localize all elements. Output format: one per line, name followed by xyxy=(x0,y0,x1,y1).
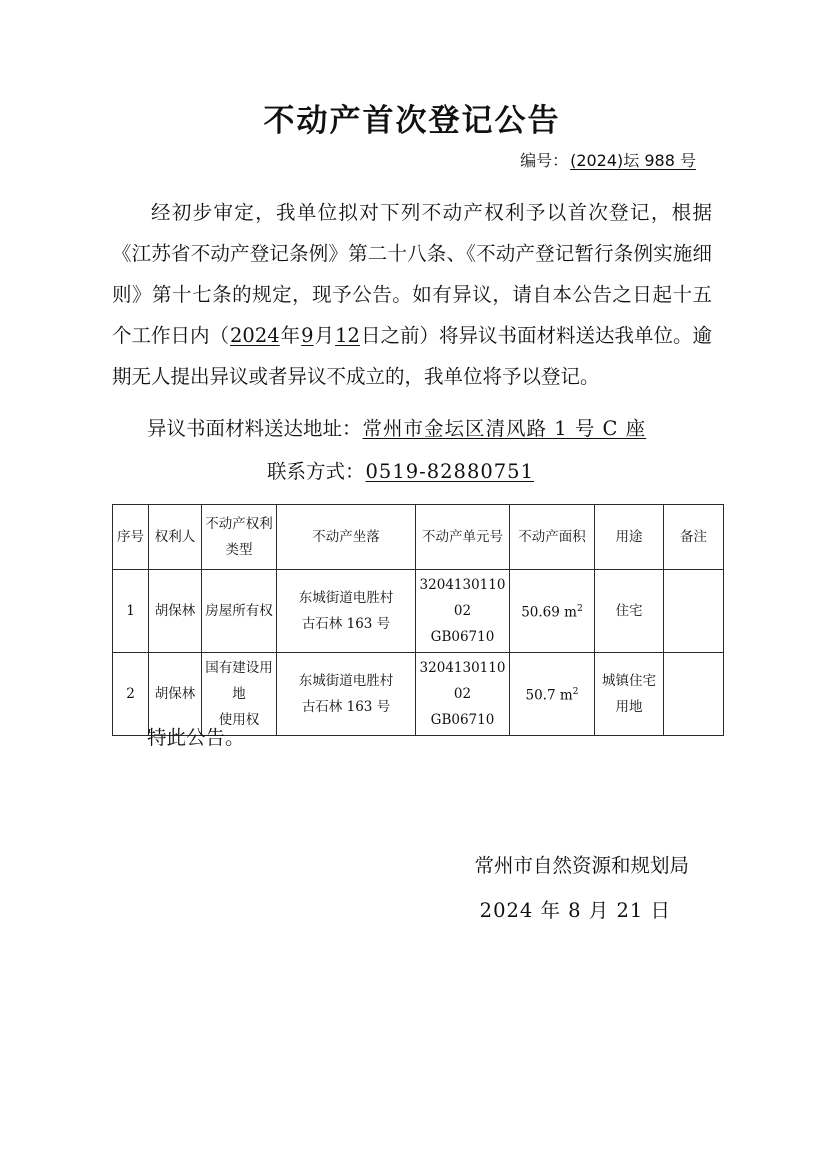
header-right-type-line2: 类型 xyxy=(225,542,253,558)
registration-table xyxy=(112,504,724,736)
contact-label: 联系方式： xyxy=(267,460,365,483)
header-unit-number: 不动产单元号 xyxy=(416,505,510,570)
cell-unit-line2: GB06710 xyxy=(430,629,495,645)
header-area: 不动产面积 xyxy=(510,505,595,570)
document-number xyxy=(0,148,824,171)
cell-location-line2: 古石林 163 号 xyxy=(301,699,391,715)
cell-right-type-line2: 使用权 xyxy=(218,712,260,728)
signature-block xyxy=(0,843,824,933)
contact-line xyxy=(267,456,535,484)
header-right-type-line1: 不动产权利 xyxy=(205,516,273,532)
cell-index: 1 xyxy=(113,570,149,653)
cell-usage-line1: 住宅 xyxy=(615,603,643,619)
header-note: 备注 xyxy=(664,505,724,570)
cell-area-value: 50.7 xyxy=(525,687,556,704)
cell-area-exponent: 2 xyxy=(572,686,579,698)
table-row xyxy=(113,570,724,653)
closing-statement: 特此公告。 xyxy=(147,726,245,749)
header-right-type xyxy=(202,505,277,570)
body-paragraph xyxy=(112,192,712,397)
cell-unit-line2: GB06710 xyxy=(430,712,495,728)
body-segment-3: 月 xyxy=(314,324,335,347)
header-usage: 用途 xyxy=(595,505,664,570)
table-body xyxy=(113,570,724,736)
cell-unit-number xyxy=(416,570,510,653)
cell-right-type-line1: 国有建设用地 xyxy=(205,660,273,702)
cell-owner: 胡保林 xyxy=(149,570,202,653)
cell-area xyxy=(510,653,595,736)
cell-location-line1: 东城街道电胜村 xyxy=(298,590,394,606)
body-segment-4: 日之前）将异议书面材料送达我单位。逾期无人提出异议或者异议不成立的，我单位将予以登记。 xyxy=(112,324,712,388)
contact-value: 0519-82880751 xyxy=(365,460,534,483)
cell-area-value: 50.69 xyxy=(521,604,560,621)
cell-location xyxy=(277,570,416,653)
cell-location-line2: 古石林 163 号 xyxy=(301,616,391,632)
delivery-address-line xyxy=(147,413,647,441)
header-location: 不动产坐落 xyxy=(277,505,416,570)
deadline-day: 12 xyxy=(335,324,360,347)
cell-right-type-line1: 房屋所有权 xyxy=(205,603,273,619)
cell-unit-line1: 320413011002 xyxy=(419,660,506,702)
cell-usage xyxy=(595,570,664,653)
header-index: 序号 xyxy=(113,505,149,570)
cell-area-unit: m xyxy=(559,687,573,704)
cell-usage-line2: 用地 xyxy=(615,699,643,715)
deadline-month: 9 xyxy=(301,324,314,347)
body-segment-1: 经初步审定，我单位拟对下列不动产权利予以首次登记，根据《江苏省不动产登记条例》第二十八条、《不动产登记暂行条例实施细则》第十七条的规定，现予公告。如有异议，请自本公告之日起十五个工作日内（ xyxy=(112,201,712,347)
delivery-address-label: 异议书面材料送达地址： xyxy=(147,417,362,440)
cell-note xyxy=(664,570,724,653)
table-header xyxy=(113,505,724,570)
document-number-label: 编号： xyxy=(520,151,569,170)
cell-usage xyxy=(595,653,664,736)
delivery-address-value: 常州市金坛区清风路 1 号 C 座 xyxy=(362,417,647,440)
deadline-year: 2024 xyxy=(230,324,280,347)
page-title: 不动产首次登记公告 xyxy=(263,103,561,139)
issue-date: 2024 年 8 月 21 日 xyxy=(479,899,671,922)
cell-location xyxy=(277,653,416,736)
cell-location-line1: 东城街道电胜村 xyxy=(298,673,394,689)
table-header-row xyxy=(113,505,724,570)
header-owner: 权利人 xyxy=(149,505,202,570)
cell-area xyxy=(510,570,595,653)
cell-right-type xyxy=(202,570,277,653)
issuing-authority: 常州市自然资源和规划局 xyxy=(474,854,689,877)
cell-usage-line1: 城镇住宅 xyxy=(602,673,656,689)
cell-unit-number xyxy=(416,653,510,736)
body-segment-2: 年 xyxy=(280,324,301,347)
cell-area-exponent: 2 xyxy=(576,603,583,615)
announcement-body xyxy=(112,192,712,397)
cell-unit-line1: 320413011002 xyxy=(419,577,506,619)
document-number-value: (2024)坛 988 号 xyxy=(570,151,696,170)
cell-owner: 胡保林 xyxy=(149,653,202,736)
cell-index: 2 xyxy=(113,653,149,736)
cell-area-unit: m xyxy=(564,604,577,621)
cell-note xyxy=(664,653,724,736)
